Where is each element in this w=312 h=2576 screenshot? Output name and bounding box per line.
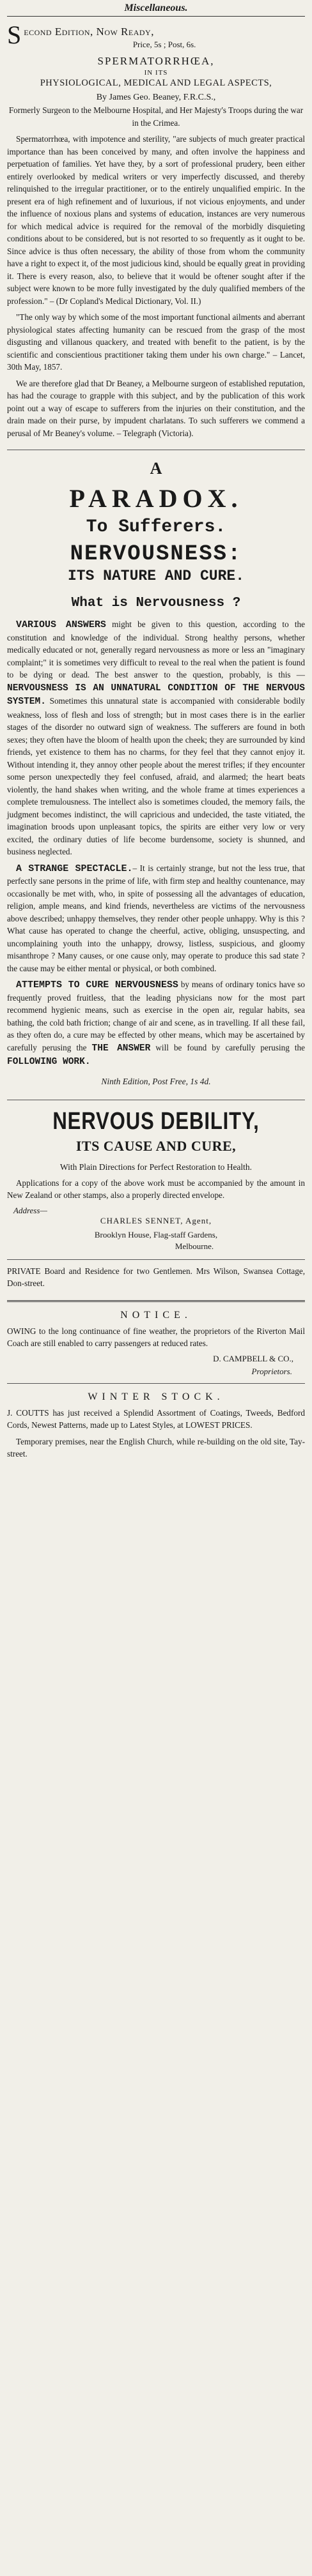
text-strange-spectacle: – It is certainly strange, but not the less true, that perfectly sane persons in the prime of life, with firm step and healthy countenance, may occasionally be met with, who, in spite of possessing all the advantages of education, religion, ample means, and kind friends, nevertheless are victims of the nervousness above described; unhappy themselves, they render other people unhappy. Why is this ? What cause has operated to change the cheerful, active, obliging, unsuspecting, and uncomplaining youth into the unhappy, drowsy, listless, suspicious, and gloomy misanthrope ? Many causes, or one cause only, may operate to produce this sad state ? the cause may be either mental or physical, or both combined. xyxy=(7,863,306,973)
plain-directions: With Plain Directions for Perfect Restoration to Health. xyxy=(59,1162,253,1172)
private-board-text: PRIVATE Board and Residence for two Gentlemen. Mrs Wilson, Swansea Cottage, Don-street. xyxy=(7,1266,305,1288)
edition-line: econd Edition, Now Ready, xyxy=(24,26,154,38)
bold-unnatural-condition: NERVOUSNESS IS AN UNNATURAL CONDITION OF THE NERVOUS SYSTEM. xyxy=(7,683,305,707)
price-line: Price, 5s ; Post, 6s. xyxy=(132,40,196,49)
winter-stock-text: J. COUTTS has just received a Splendid Assortment of Coatings, Tweeds, Bedford Cords, Newest Patterns, made up to Latest Styles, at LOWEST PRICES. xyxy=(7,1407,305,1430)
ad-nervous-debility xyxy=(7,1100,305,1260)
paragraph-various-answers xyxy=(7,618,305,858)
paragraph-strange-spectacle xyxy=(7,862,305,975)
notice-heading: NOTICE. xyxy=(120,1309,192,1321)
ad-private-board xyxy=(7,1260,305,1302)
lead-strange-spectacle: A STRANGE SPECTACLE. xyxy=(16,863,133,874)
bold-following-work: FOLLOWING WORK. xyxy=(7,1057,91,1067)
book-aspects: PHYSIOLOGICAL, MEDICAL AND LEGAL ASPECTS, xyxy=(40,78,272,88)
notice-text: OWING to the long continuance of fine weather, the proprietors of the Riverton Mail Coach are still enabled to carry passengers at reduced rates. xyxy=(7,1326,305,1348)
nervous-debility-heading: NERVOUS DEBILITY, xyxy=(52,1107,260,1135)
quote-copland: Spermatorrhœa, with impotence and sterility, "are subjects of much greater practical importance than has been conceived by many, and often involve the happiness and perpetuation of families. Yet have they, by a sort of professional prudery, been either entirely overlooked by medical writers or very imperfectly discussed, and thereby relinquished to the irregular practitioner, or to the entirely unqualified empiric. In the present era of high refinement and of luxurious, if not vicious enjoyments, and under the influence of noxious plans and systems of education, instances are very numerous for which medical advice is required for the removal of the morbidly disquieting conditions about to be considered, but is not resorted to so frequently as it ought to be. Since advice is thus often necessary, the ability of those from whom the community have a right to expect it, of the most judicious kind, should be equally great in providing it. There is every reason, also, to believe that it would be oftener sought after if the subject were known to be more fully investigated by the duly qualified members of the profession." – (Dr Copland's Medical Dictionary, Vol. II.) xyxy=(7,134,305,306)
book-title: SPERMATORRHŒA, xyxy=(97,55,215,67)
address-label: Address— xyxy=(13,1205,47,1215)
application-instructions: Applications for a copy of the above work must be accompanied by the amount in New Zealand or other stamps, also a properly directed envelope. xyxy=(7,1178,305,1200)
text-various-answers: might be given to this question, according to the constitution and knowledge of the individual. Strong healthy persons, whether medically educated or not, generally regard nervousness as more or less an "imaginary complaint;" it is sometimes very difficult to reveal to the real when the patient is found to be dying or dead. The best answer to the question, probably, is this — xyxy=(7,619,305,679)
paradox-heading: PARADOX. xyxy=(69,484,243,513)
author-line: By James Geo. Beaney, F.R.C.S., xyxy=(96,93,216,102)
agent-address: Brooklyn House, Flag-staff Gardens, xyxy=(94,1229,218,1239)
ad-spermatorrhoea xyxy=(7,17,305,450)
agent-city: Melbourne. xyxy=(175,1241,214,1251)
to-sufferers-heading: To Sufferers. xyxy=(86,517,226,537)
bold-the-answer: THE ANSWER xyxy=(91,1043,151,1054)
text-will-be-found: will be found by carefully perusing the xyxy=(150,1042,305,1052)
agent-name: CHARLES SENNET, Agent, xyxy=(100,1215,212,1225)
in-its: IN ITS xyxy=(144,69,168,77)
lead-various-answers: VARIOUS ANSWERS xyxy=(16,619,106,630)
notice-signature-title: Proprietors. xyxy=(251,1366,292,1376)
text-attempts-to-cure: by means of ordinary tonics have so frequently proved fruitless, that the leading physicians now for the most part recommend hygienic means, such as exercise in the open air, regular habits, sea bathing, the cold bath friction; change of air and scene, as in travelling. If all these fail, as they often do, a cure may be effected by other means, which may be ascertained by carefully perusing the xyxy=(7,980,305,1052)
text-symptoms: Sometimes this unnatural state is accompanied with considerable bodily weakness, loss of flesh and loss of strength; but in most cases there is in the earlier stages of the disorder no outward sign of weakness. The sufferers are found in both sexes; they often have the bloom of health upon the cheek; they are surrounded by kind friends, yet existence to them has no charms, for they feel that they cannot enjoy it. Without intending it, they annoy other people about the merest trifles; if they encounter some person unexpectedly they feel confused, afraid, and alarmed; the heart beats violently, the hand shakes when writing, and the whole frame at times experiences a complete tremulousness. The intellect also is sometimes clouded, the memory fails, the judgment becomes indistinct, the will capricious and undecided, the taste vitiated, the imagination broods upon unpleasant topics, the spirits are either very low or very excited, the ordinary duties of life become burdensome, society is shunned, and business neglected. xyxy=(7,696,305,856)
winter-stock-premises: Temporary premises, near the English Church, while re-building on the old site, Tay-street. xyxy=(7,1436,305,1458)
nervousness-heading: NERVOUSNESS: xyxy=(70,542,242,566)
notice-signature: D. CAMPBELL & CO., xyxy=(213,1353,293,1363)
section-heading: Miscellaneous. xyxy=(7,0,305,17)
newspaper-column xyxy=(3,0,309,1471)
letter-a: A xyxy=(150,459,162,478)
winter-stock-heading: WINTER STOCK. xyxy=(88,1391,224,1402)
ninth-edition-line: Ninth Edition, Post Free, 1s 4d. xyxy=(101,1076,211,1086)
cause-and-cure-heading: ITS CAUSE AND CURE, xyxy=(75,1137,237,1154)
nature-and-cure-heading: ITS NATURE AND CURE. xyxy=(67,568,245,584)
ad-notice xyxy=(7,1302,305,1384)
drop-cap: S xyxy=(7,20,22,49)
quote-telegraph: We are therefore glad that Dr Beaney, a Melbourne surgeon of established reputation, has had the courage to grapple with this subject, and by the publication of this work point out a way of escape to sufferers from the injuries on their constitution, and the drain made on their purse, by impudent charlatans. To such sufferers we commend a perusal of Mr Beaney's volume. – Telegraph (Victoria). xyxy=(7,378,305,438)
what-is-nervousness-heading: What is Nervousness ? xyxy=(71,596,241,610)
ad-nervousness xyxy=(7,450,305,1100)
ad-winter-stock xyxy=(7,1384,305,1471)
lead-attempts-to-cure: ATTEMPTS TO CURE NERVOUSNESS xyxy=(16,980,178,990)
quote-lancet: "The only way by which some of the most important functional ailments and aberrant physiological states affecting humanity can be rescued from the grasp of the most disgusting and villanous quackery, and treated with benefit to the patient, is by the scientific and conscientious practitioner taking them under his own charge." – Lancet, 30th May, 1857. xyxy=(7,312,305,372)
author-credentials: Formerly Surgeon to the Melbourne Hospital, and Her Majesty's Troops during the war in the Crimea. xyxy=(8,105,304,128)
paragraph-attempts-to-cure xyxy=(7,978,305,1069)
